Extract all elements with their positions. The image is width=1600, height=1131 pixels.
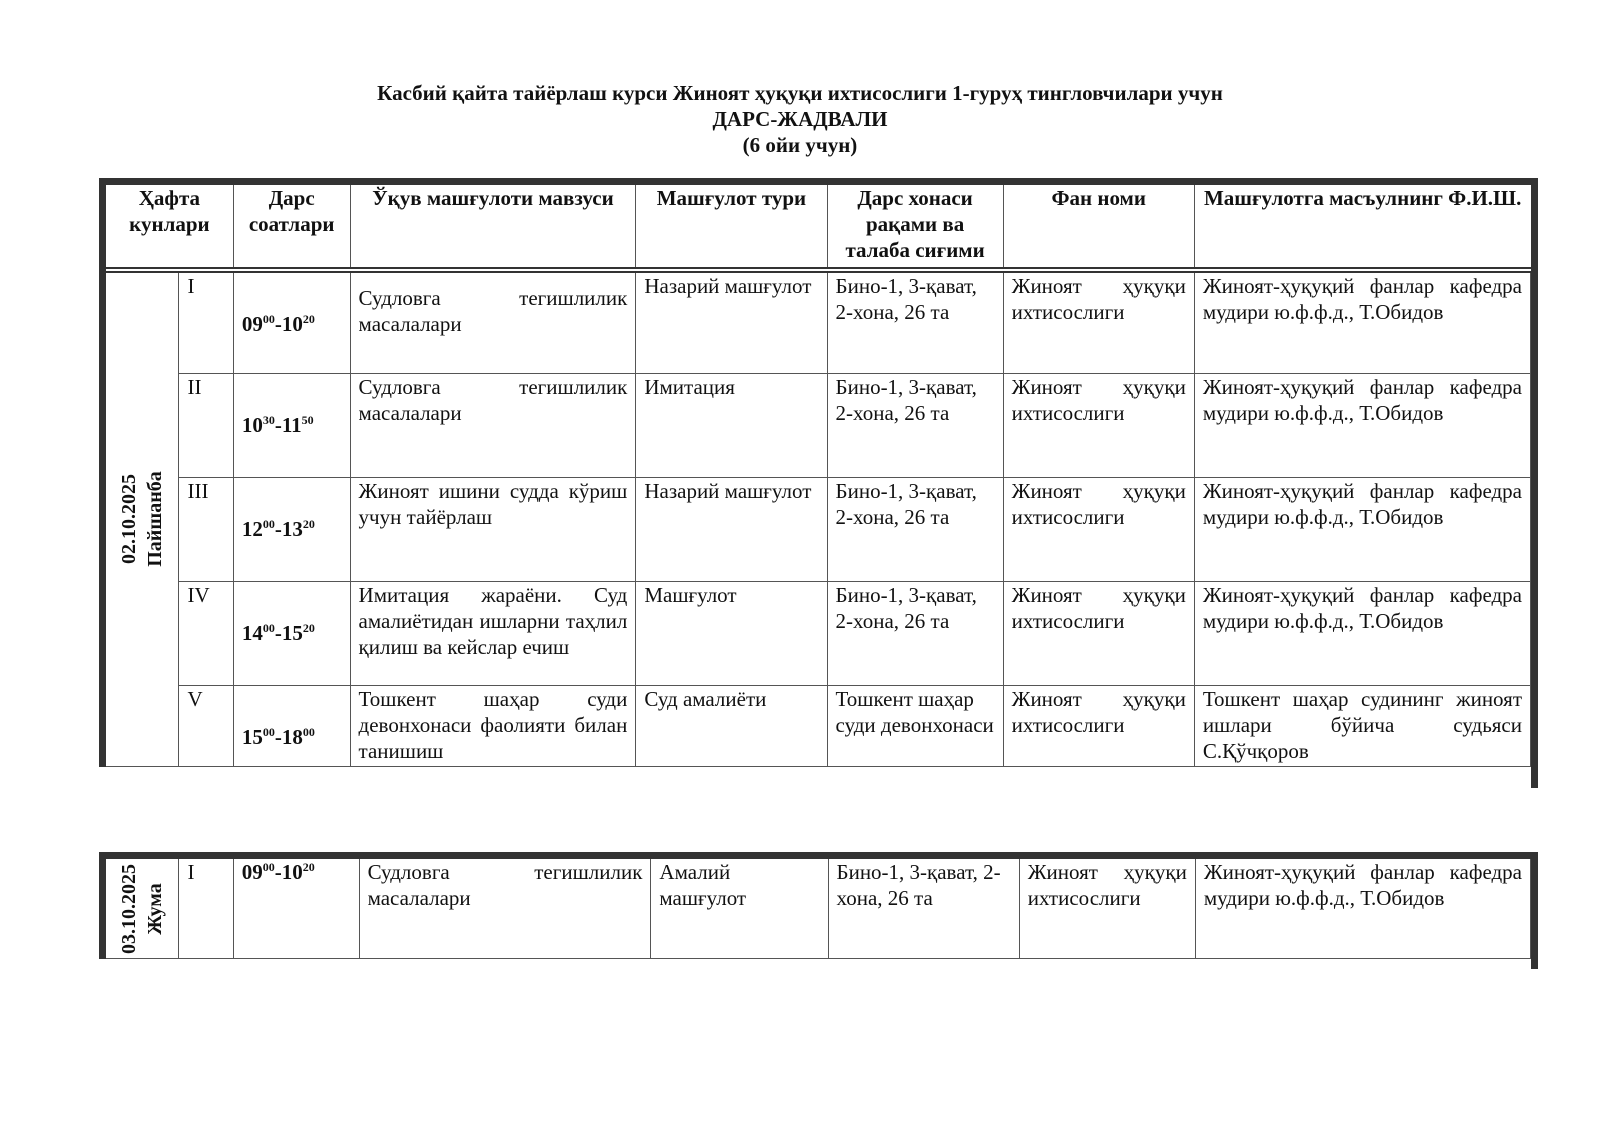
- table-row: [103, 478, 1531, 582]
- lesson-responsible: Жиноят-ҳуқуқий фанлар кафедра мудири ю.ф.ф.д., Т.Обидов: [1194, 478, 1530, 582]
- col-header-subject: Фан номи: [1003, 182, 1194, 270]
- day-date: 03.10.2025: [118, 863, 141, 954]
- lesson-number: IV: [179, 582, 233, 686]
- table-row: [103, 856, 1531, 959]
- lesson-responsible: Тошкент шаҳар судининг жиноят ишлари бўйича судьяси С.Қўчқоров: [1194, 686, 1530, 767]
- table-row: [103, 270, 1531, 374]
- day-cell: [103, 270, 179, 767]
- table-row: [103, 374, 1531, 478]
- title-line-1: Касбий қайта тайёрлаш курси Жиноят ҳуқуқи ихтисослиги 1-гуруҳ тингловчилари учун: [377, 81, 1223, 105]
- table-row: [103, 686, 1531, 767]
- schedule-table-day1: [99, 178, 1531, 767]
- lesson-responsible: Жиноят-ҳуқуқий фанлар кафедра мудири ю.ф.ф.д., Т.Обидов: [1194, 374, 1530, 478]
- lesson-type: Амалий машғулот: [651, 856, 828, 959]
- lesson-time: $14^{00}-15^{20}$: [233, 582, 350, 686]
- day-weekday: Жума: [144, 882, 167, 935]
- lesson-number: II: [179, 374, 233, 478]
- lesson-type: Назарий машғулот: [636, 270, 827, 374]
- lesson-type: Назарий машғулот: [636, 478, 827, 582]
- day-weekday: Пайшанба: [144, 471, 167, 567]
- col-header-topic: Ўқув машғулоти мавзуси: [350, 182, 636, 270]
- lesson-room: Бино-1, 3-қават, 2-хона, 26 та: [828, 856, 1019, 959]
- lesson-responsible: Жиноят-ҳуқуқий фанлар кафедра мудири ю.ф.ф.д., Т.Обидов: [1194, 270, 1530, 374]
- col-header-room: Дарс хонаси рақами ва талаба сиғими: [827, 182, 1003, 270]
- lesson-subject: Жиноят ҳуқуқи ихтисослиги: [1003, 686, 1194, 767]
- col-header-responsible: Машғулотга масъулнинг Ф.И.Ш.: [1194, 182, 1530, 270]
- lesson-topic: Тошкент шаҳар суди девонхонаси фаолияти билан танишиш: [350, 686, 636, 767]
- lesson-room: Бино-1, 3-қават, 2-хона, 26 та: [827, 374, 1003, 478]
- table-row: [103, 582, 1531, 686]
- lesson-room: Бино-1, 3-қават, 2-хона, 26 та: [827, 270, 1003, 374]
- document-title: [0, 80, 1600, 158]
- lesson-number: I: [179, 856, 233, 959]
- lesson-subject: Жиноят ҳуқуқи ихтисослиги: [1003, 478, 1194, 582]
- lesson-time: $09^{00}-10^{20}$: [233, 856, 359, 959]
- lesson-time: $10^{30}-11^{50}$: [233, 374, 350, 478]
- lesson-number: III: [179, 478, 233, 582]
- lesson-topic: Судловга тегишлилик масалалари: [350, 270, 636, 374]
- lesson-subject: Жиноят ҳуқуқи ихтисослиги: [1003, 374, 1194, 478]
- schedule-table-day2: [99, 852, 1531, 959]
- col-header-hours: Дарс соатлари: [233, 182, 350, 270]
- lesson-subject: Жиноят ҳуқуқи ихтисослиги: [1003, 270, 1194, 374]
- lesson-time: $09^{00}-10^{20}$: [233, 270, 350, 374]
- title-line-3: (6 ойи учун): [742, 133, 858, 157]
- lesson-number: V: [179, 686, 233, 767]
- lesson-room: Бино-1, 3-қават, 2-хона, 26 та: [827, 478, 1003, 582]
- lesson-topic: Имитация жараёни. Суд амалиётидан ишларни таҳлил қилиш ва кейслар ечиш: [350, 582, 636, 686]
- lesson-responsible: Жиноят-ҳуқуқий фанлар кафедра мудири ю.ф.ф.д., Т.Обидов: [1195, 856, 1530, 959]
- table-frame-right: [1531, 178, 1538, 788]
- lesson-topic: Судловга тегишлилик масалалари: [350, 374, 636, 478]
- lesson-room: Бино-1, 3-қават, 2-хона, 26 та: [827, 582, 1003, 686]
- lesson-topic: Жиноят ишини судда кўриш учун тайёрлаш: [350, 478, 636, 582]
- header-row: [103, 182, 1531, 270]
- col-header-day: Ҳафта кунлари: [103, 182, 234, 270]
- lesson-time: $12^{00}-13^{20}$: [233, 478, 350, 582]
- lesson-type: Имитация: [636, 374, 827, 478]
- lesson-room: Тошкент шаҳар суди девонхонаси: [827, 686, 1003, 767]
- lesson-subject: Жиноят ҳуқуқи ихтисослиги: [1019, 856, 1195, 959]
- lesson-number: I: [179, 270, 233, 374]
- table-frame-right: [1531, 852, 1538, 969]
- day-date: 02.10.2025: [118, 474, 141, 565]
- lesson-subject: Жиноят ҳуқуқи ихтисослиги: [1003, 582, 1194, 686]
- lesson-time: $15^{00}-18^{00}$: [233, 686, 350, 767]
- lesson-type: Машғулот: [636, 582, 827, 686]
- day-cell: [103, 856, 179, 959]
- lesson-topic: Судловга тегишлилик масалалари: [359, 856, 651, 959]
- lesson-type: Суд амалиёти: [636, 686, 827, 767]
- col-header-type: Машғулот тури: [636, 182, 827, 270]
- lesson-responsible: Жиноят-ҳуқуқий фанлар кафедра мудири ю.ф.ф.д., Т.Обидов: [1194, 582, 1530, 686]
- title-line-2: ДАРС-ЖАДВАЛИ: [712, 107, 888, 131]
